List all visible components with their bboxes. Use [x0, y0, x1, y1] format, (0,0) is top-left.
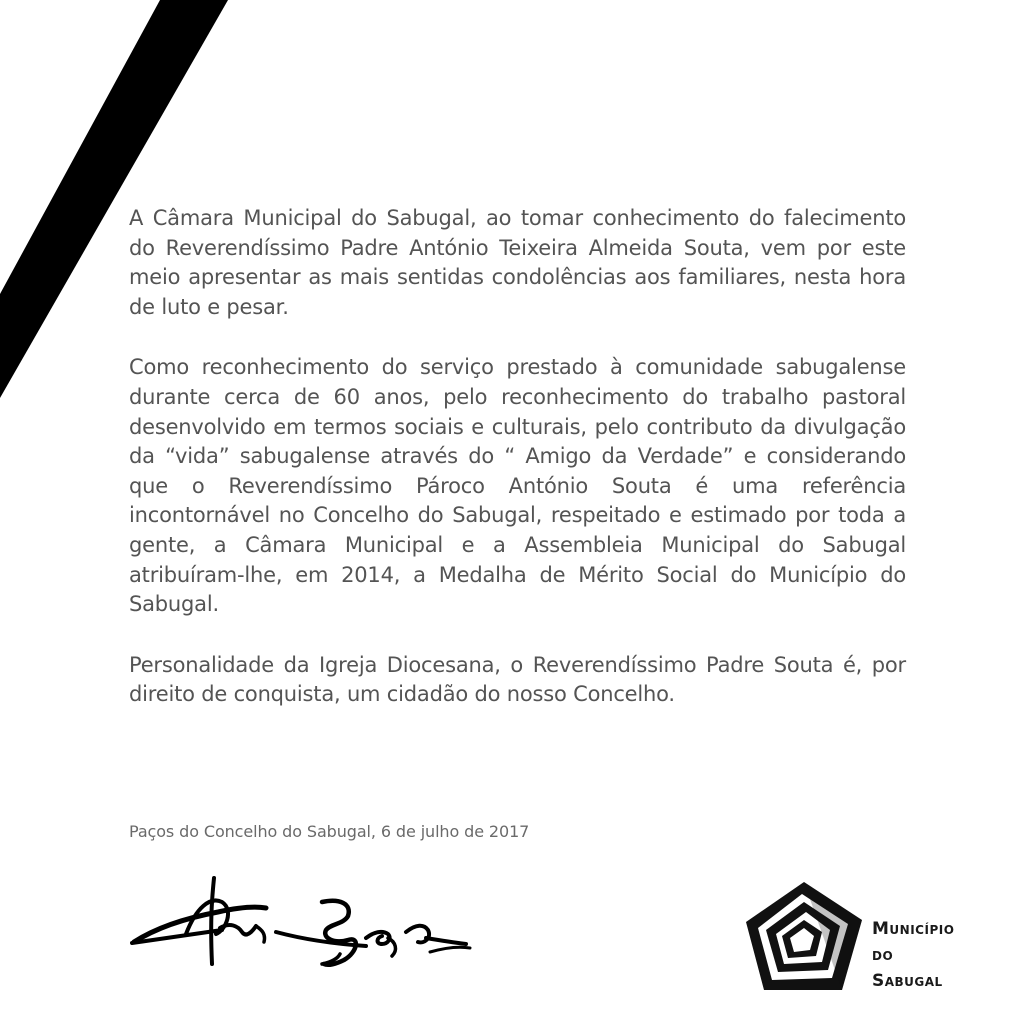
seal-line-do: do — [872, 945, 894, 965]
paragraph-condolences: A Câmara Municipal do Sabugal, ao tomar conhecimento do falecimento do Reverendíssimo Padre António Teixeira Almeida Souta, vem por este meio apresentar as mais sentidas condolências aos familiares, nesta hora de luto e pesar. — [129, 206, 906, 319]
dateline: Paços do Concelho do Sabugal, 6 de julho de 2017 — [129, 822, 530, 841]
seal-line-sabugal: Sabugal — [872, 971, 943, 991]
paragraph-personality: Personalidade da Igreja Diocesana, o Reverendíssimo Padre Souta é, por direito de conquista, um cidadão do nosso Concelho. — [129, 652, 906, 707]
handwritten-signature — [126, 868, 482, 978]
condolence-letter — [129, 204, 906, 710]
municipality-seal — [744, 880, 994, 995]
seal-wordmark — [872, 916, 954, 994]
paragraph-recognition: Como reconhecimento do serviço prestado à comunidade sabugalense durante cerca de 60 anos, pelo reconhecimento do trabalho pastoral desenvolvido em termos sociais e culturais, pelo contributo da divulgação da “vida” sabugalense através do “ Amigo da Verdade” e considerando que o Reverendíssimo Pároco António Souta é uma referência incontornável no Concelho do Sabugal, respeitado e estimado por toda a gente, a Câmara Municipal e a Assembleia Municipal do Sabugal atribuíram-lhe, em 2014, a Medalha de Mérito Social do Município do Sabugal. — [129, 355, 906, 617]
sabugal-pentagon-logo — [744, 880, 864, 992]
seal-line-municipio: Município — [872, 919, 955, 939]
